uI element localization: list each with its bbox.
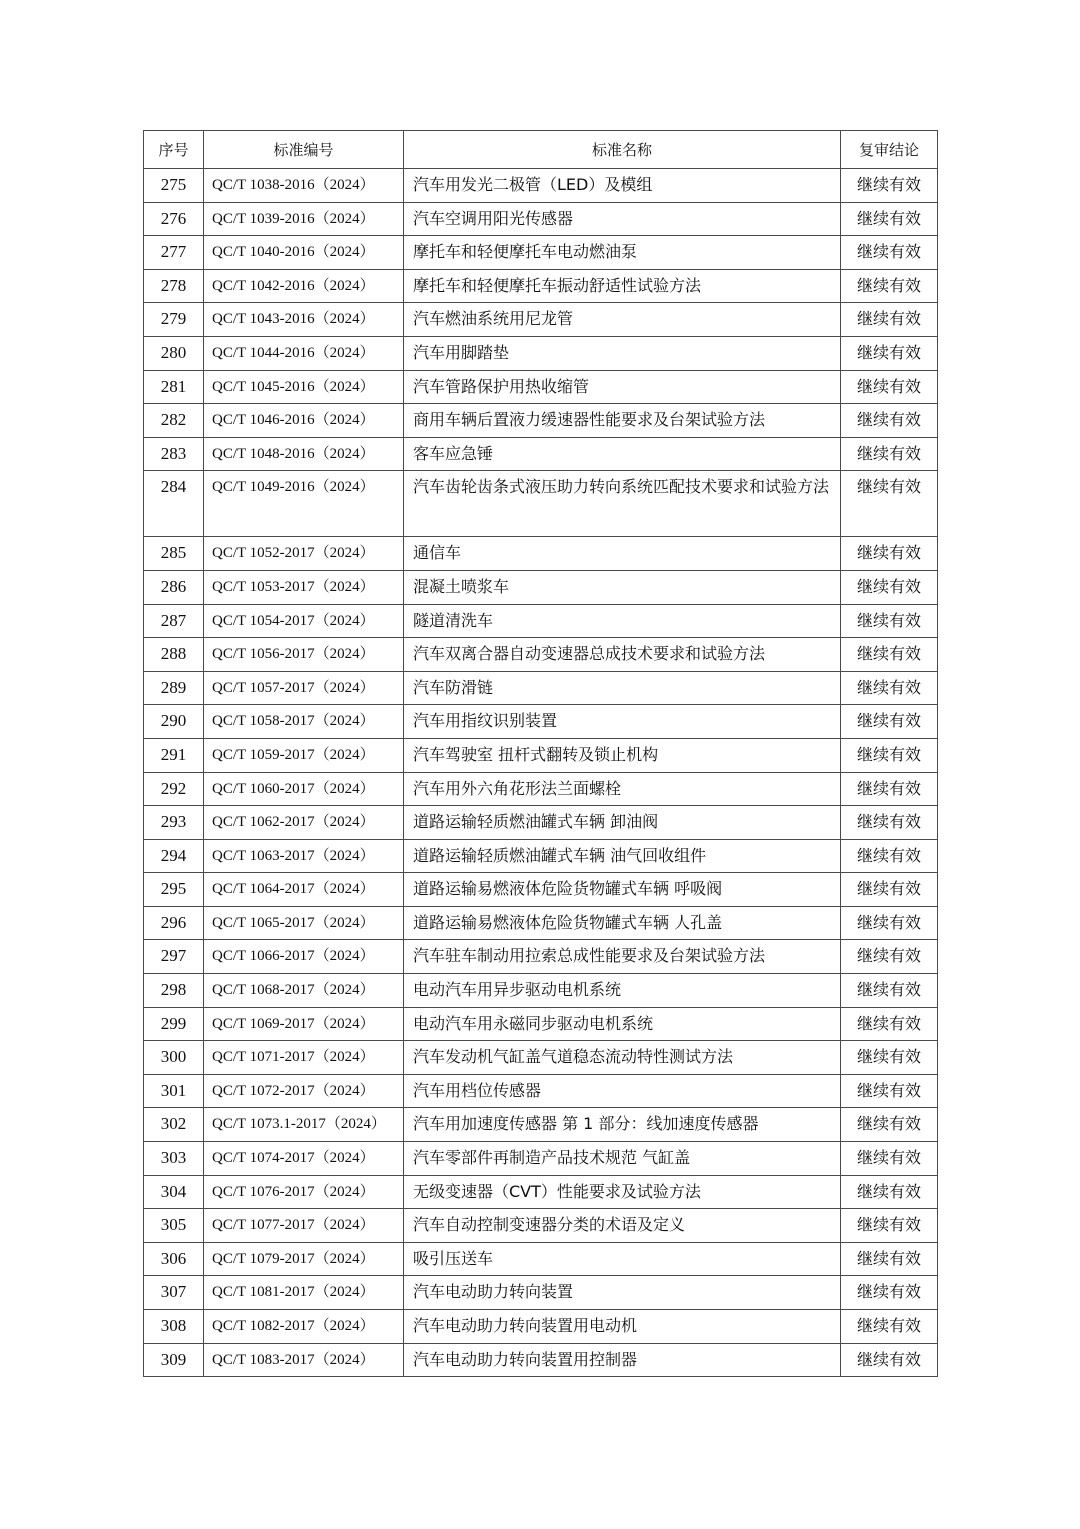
standard-name: 汽车用指纹识别装置: [404, 705, 841, 739]
standard-code: QC/T 1072-2017（2024）: [204, 1074, 404, 1108]
review-result: 继续有效: [841, 873, 938, 907]
standard-name: 汽车发动机气缸盖气道稳态流动特性测试方法: [404, 1041, 841, 1075]
row-number: 299: [144, 1007, 204, 1041]
review-result: 继续有效: [841, 1276, 938, 1310]
row-number: 307: [144, 1276, 204, 1310]
header-code: 标准编号: [204, 131, 404, 169]
row-number: 280: [144, 336, 204, 370]
standard-name: 道路运输易燃液体危险货物罐式车辆 人孔盖: [404, 906, 841, 940]
review-result: 继续有效: [841, 906, 938, 940]
review-result: 继续有效: [841, 471, 938, 537]
standard-name: 汽车燃油系统用尼龙管: [404, 303, 841, 337]
table-row: [144, 1142, 938, 1176]
table-row: [144, 1175, 938, 1209]
table-row: [144, 169, 938, 203]
row-number: 304: [144, 1175, 204, 1209]
row-number: 302: [144, 1108, 204, 1142]
standard-name: 通信车: [404, 537, 841, 571]
table-row: [144, 772, 938, 806]
standard-code: QC/T 1076-2017（2024）: [204, 1175, 404, 1209]
table-row: [144, 806, 938, 840]
standard-name: 汽车驾驶室 扭杆式翻转及锁止机构: [404, 738, 841, 772]
standard-code: QC/T 1056-2017（2024）: [204, 638, 404, 672]
row-number: 285: [144, 537, 204, 571]
standard-code: QC/T 1066-2017（2024）: [204, 940, 404, 974]
review-result: 继续有效: [841, 940, 938, 974]
review-result: 继续有效: [841, 638, 938, 672]
standard-code: QC/T 1060-2017（2024）: [204, 772, 404, 806]
standard-name: 汽车零部件再制造产品技术规范 气缸盖: [404, 1142, 841, 1176]
review-result: 继续有效: [841, 671, 938, 705]
review-result: 继续有效: [841, 570, 938, 604]
standard-name: 电动汽车用异步驱动电机系统: [404, 974, 841, 1008]
standard-name: 汽车驻车制动用拉索总成性能要求及台架试验方法: [404, 940, 841, 974]
row-number: 278: [144, 269, 204, 303]
standard-code: QC/T 1079-2017（2024）: [204, 1242, 404, 1276]
row-number: 294: [144, 839, 204, 873]
table-row: [144, 269, 938, 303]
table-row: [144, 1007, 938, 1041]
row-number: 289: [144, 671, 204, 705]
table-row: [144, 604, 938, 638]
standard-code: QC/T 1052-2017（2024）: [204, 537, 404, 571]
table-row: [144, 974, 938, 1008]
table-row: [144, 638, 938, 672]
standard-code: QC/T 1059-2017（2024）: [204, 738, 404, 772]
table-row: [144, 1343, 938, 1377]
standard-name: 隧道清洗车: [404, 604, 841, 638]
standard-name: 客车应急锤: [404, 437, 841, 471]
review-result: 继续有效: [841, 1041, 938, 1075]
row-number: 296: [144, 906, 204, 940]
standard-name: 汽车双离合器自动变速器总成技术要求和试验方法: [404, 638, 841, 672]
table-row: [144, 1108, 938, 1142]
review-result: 继续有效: [841, 202, 938, 236]
review-result: 继续有效: [841, 772, 938, 806]
standard-name: 汽车电动助力转向装置用电动机: [404, 1310, 841, 1344]
row-number: 290: [144, 705, 204, 739]
standard-code: QC/T 1046-2016（2024）: [204, 404, 404, 438]
standard-name: 汽车用加速度传感器 第 1 部分：线加速度传感器: [404, 1108, 841, 1142]
standard-name: 电动汽车用永磁同步驱动电机系统: [404, 1007, 841, 1041]
standard-name: 汽车管路保护用热收缩管: [404, 370, 841, 404]
review-result: 继续有效: [841, 437, 938, 471]
standard-name: 汽车电动助力转向装置用控制器: [404, 1343, 841, 1377]
review-result: 继续有效: [841, 1142, 938, 1176]
review-result: 继续有效: [841, 1343, 938, 1377]
row-number: 282: [144, 404, 204, 438]
review-result: 继续有效: [841, 1242, 938, 1276]
row-number: 276: [144, 202, 204, 236]
standard-code: QC/T 1040-2016（2024）: [204, 236, 404, 270]
standard-code: QC/T 1077-2017（2024）: [204, 1209, 404, 1243]
table-row: [144, 1041, 938, 1075]
row-number: 306: [144, 1242, 204, 1276]
standard-code: QC/T 1071-2017（2024）: [204, 1041, 404, 1075]
standard-code: QC/T 1039-2016（2024）: [204, 202, 404, 236]
review-result: 继续有效: [841, 1175, 938, 1209]
standard-name: 汽车用档位传感器: [404, 1074, 841, 1108]
row-number: 292: [144, 772, 204, 806]
row-number: 298: [144, 974, 204, 1008]
review-result: 继续有效: [841, 1310, 938, 1344]
review-result: 继续有效: [841, 537, 938, 571]
standard-name: 汽车防滑链: [404, 671, 841, 705]
row-number: 308: [144, 1310, 204, 1344]
row-number: 281: [144, 370, 204, 404]
table-row: [144, 1242, 938, 1276]
table-row: [144, 1209, 938, 1243]
row-number: 293: [144, 806, 204, 840]
table-row: [144, 705, 938, 739]
review-result: 继续有效: [841, 336, 938, 370]
table-row: [144, 671, 938, 705]
table-row: [144, 471, 938, 537]
standard-code: QC/T 1053-2017（2024）: [204, 570, 404, 604]
standard-code: QC/T 1058-2017（2024）: [204, 705, 404, 739]
table-row: [144, 1310, 938, 1344]
table-row: [144, 303, 938, 337]
table-header-row: [144, 131, 938, 169]
review-result: 继续有效: [841, 404, 938, 438]
review-result: 继续有效: [841, 604, 938, 638]
header-name: 标准名称: [404, 131, 841, 169]
review-result: 继续有效: [841, 705, 938, 739]
standard-name: 汽车空调用阳光传感器: [404, 202, 841, 236]
standard-code: QC/T 1049-2016（2024）: [204, 471, 404, 537]
standard-name: 道路运输轻质燃油罐式车辆 卸油阀: [404, 806, 841, 840]
standard-code: QC/T 1048-2016（2024）: [204, 437, 404, 471]
standard-name: 汽车用脚踏垫: [404, 336, 841, 370]
standard-code: QC/T 1063-2017（2024）: [204, 839, 404, 873]
standard-code: QC/T 1069-2017（2024）: [204, 1007, 404, 1041]
table-row: [144, 370, 938, 404]
standard-code: QC/T 1074-2017（2024）: [204, 1142, 404, 1176]
standard-code: QC/T 1044-2016（2024）: [204, 336, 404, 370]
standard-code: QC/T 1082-2017（2024）: [204, 1310, 404, 1344]
review-result: 继续有效: [841, 806, 938, 840]
table-row: [144, 873, 938, 907]
review-result: 继续有效: [841, 1007, 938, 1041]
review-result: 继续有效: [841, 303, 938, 337]
standard-name: 汽车用外六角花形法兰面螺栓: [404, 772, 841, 806]
review-result: 继续有效: [841, 236, 938, 270]
table-row: [144, 437, 938, 471]
review-result: 继续有效: [841, 269, 938, 303]
row-number: 284: [144, 471, 204, 537]
standard-code: QC/T 1043-2016（2024）: [204, 303, 404, 337]
standard-code: QC/T 1081-2017（2024）: [204, 1276, 404, 1310]
header-result: 复审结论: [841, 131, 938, 169]
table-row: [144, 537, 938, 571]
table-row: [144, 839, 938, 873]
standard-code: QC/T 1068-2017（2024）: [204, 974, 404, 1008]
header-no: 序号: [144, 131, 204, 169]
standard-name: 摩托车和轻便摩托车振动舒适性试验方法: [404, 269, 841, 303]
row-number: 301: [144, 1074, 204, 1108]
standard-code: QC/T 1057-2017（2024）: [204, 671, 404, 705]
table-row: [144, 336, 938, 370]
standard-code: QC/T 1054-2017（2024）: [204, 604, 404, 638]
standard-name: 汽车齿轮齿条式液压助力转向系统匹配技术要求和试验方法: [404, 471, 841, 537]
row-number: 297: [144, 940, 204, 974]
review-result: 继续有效: [841, 1209, 938, 1243]
table-row: [144, 738, 938, 772]
table-row: [144, 1276, 938, 1310]
row-number: 295: [144, 873, 204, 907]
standard-code: QC/T 1045-2016（2024）: [204, 370, 404, 404]
standard-name: 混凝土喷浆车: [404, 570, 841, 604]
review-result: 继续有效: [841, 169, 938, 203]
row-number: 286: [144, 570, 204, 604]
review-result: 继续有效: [841, 1108, 938, 1142]
table-row: [144, 940, 938, 974]
table-row: [144, 202, 938, 236]
row-number: 283: [144, 437, 204, 471]
row-number: 288: [144, 638, 204, 672]
standard-code: QC/T 1073.1-2017（2024）: [204, 1108, 404, 1142]
standard-name: 道路运输轻质燃油罐式车辆 油气回收组件: [404, 839, 841, 873]
standard-name: 商用车辆后置液力缓速器性能要求及台架试验方法: [404, 404, 841, 438]
standard-code: QC/T 1062-2017（2024）: [204, 806, 404, 840]
standard-code: QC/T 1064-2017（2024）: [204, 873, 404, 907]
standard-code: QC/T 1038-2016（2024）: [204, 169, 404, 203]
table-body: [144, 169, 938, 1377]
standards-table: [143, 130, 938, 1377]
review-result: 继续有效: [841, 370, 938, 404]
standard-name: 无级变速器（CVT）性能要求及试验方法: [404, 1175, 841, 1209]
row-number: 287: [144, 604, 204, 638]
table-row: [144, 906, 938, 940]
standard-code: QC/T 1042-2016（2024）: [204, 269, 404, 303]
row-number: 305: [144, 1209, 204, 1243]
row-number: 275: [144, 169, 204, 203]
standard-name: 吸引压送车: [404, 1242, 841, 1276]
review-result: 继续有效: [841, 1074, 938, 1108]
row-number: 303: [144, 1142, 204, 1176]
row-number: 291: [144, 738, 204, 772]
table-row: [144, 1074, 938, 1108]
row-number: 279: [144, 303, 204, 337]
table-row: [144, 404, 938, 438]
standard-code: QC/T 1083-2017（2024）: [204, 1343, 404, 1377]
review-result: 继续有效: [841, 738, 938, 772]
row-number: 309: [144, 1343, 204, 1377]
standard-name: 汽车用发光二极管（LED）及模组: [404, 169, 841, 203]
review-result: 继续有效: [841, 974, 938, 1008]
table-row: [144, 236, 938, 270]
standard-name: 汽车自动控制变速器分类的术语及定义: [404, 1209, 841, 1243]
review-result: 继续有效: [841, 839, 938, 873]
standard-code: QC/T 1065-2017（2024）: [204, 906, 404, 940]
standard-name: 摩托车和轻便摩托车电动燃油泵: [404, 236, 841, 270]
standard-name: 汽车电动助力转向装置: [404, 1276, 841, 1310]
table-row: [144, 570, 938, 604]
row-number: 277: [144, 236, 204, 270]
standard-name: 道路运输易燃液体危险货物罐式车辆 呼吸阀: [404, 873, 841, 907]
row-number: 300: [144, 1041, 204, 1075]
